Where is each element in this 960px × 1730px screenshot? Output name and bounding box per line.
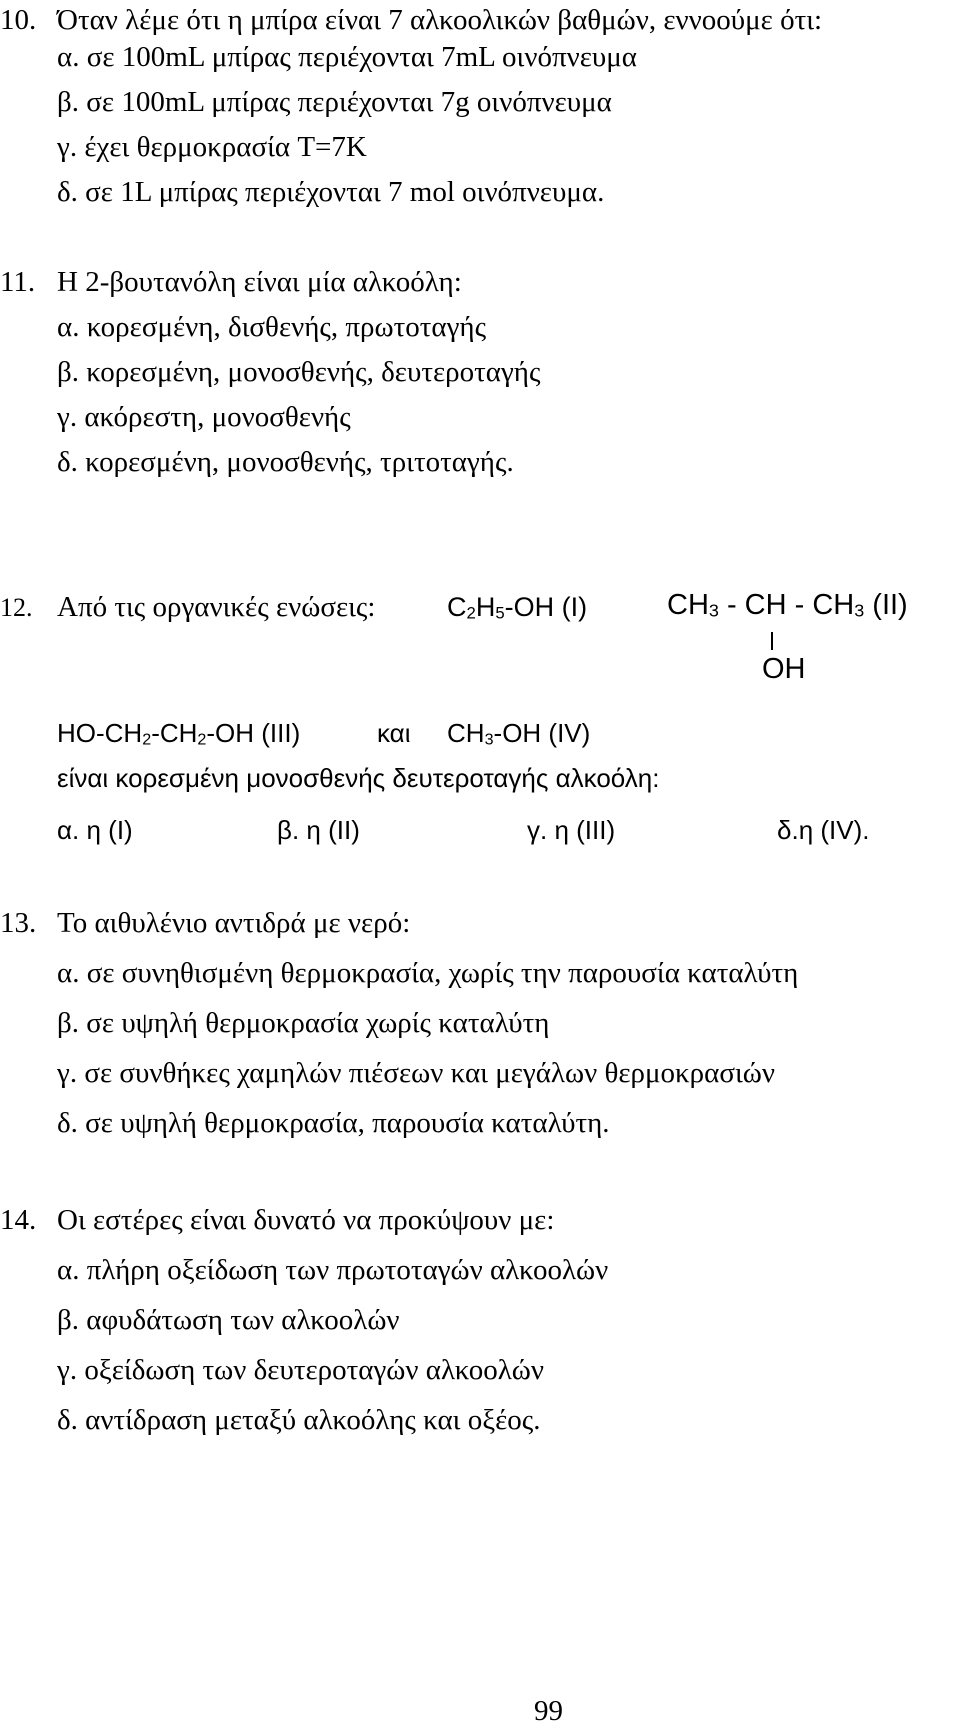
question-stem: Οι εστέρες είναι δυνατό να προκύψουν με:: [57, 1204, 555, 1236]
option-c: γ. έχει θερμοκρασία T=7K: [57, 131, 367, 163]
option-c: γ. οξείδωση των δευτεροταγών αλκοολών: [57, 1354, 544, 1386]
question-number: 14.: [0, 1204, 37, 1236]
option-d: δ. σε 1L μπίρας περιέχονται 7 mol οινόπνευμα.: [57, 176, 605, 208]
question-number: 13.: [0, 907, 37, 939]
compound-i: $C_2H_5-OH$ (I): [447, 592, 588, 623]
question-number: 12.: [0, 593, 33, 622]
compound-iv: $CH_3-OH$ (IV): [447, 718, 591, 749]
option-d: δ. αντίδραση μεταξύ αλκοόλης και οξέος.: [57, 1404, 541, 1436]
question-text: είναι κορεσμένη μονοσθενής δευτεροταγής αλκοόλη:: [57, 763, 660, 793]
option-b: β. κορεσμένη, μονοσθενής, δευτεροταγής: [57, 356, 541, 388]
question-number: 11.: [0, 266, 36, 298]
compound-iii: $HO-CH_2-CH_2-OH$ (III): [57, 718, 301, 749]
option-a: α. πλήρη οξείδωση των πρωτοταγών αλκοολών: [57, 1254, 609, 1286]
connector-text: και: [377, 718, 411, 748]
option-a: α. σε 100mL μπίρας περιέχονται 7mL οινόπνευμα: [57, 41, 637, 73]
option-a: α. σε συνηθισμένη θερμοκρασία, χωρίς την παρουσία καταλύτη: [57, 957, 799, 989]
option-a: α. κορεσμένη, δισθενής, πρωτοταγής: [57, 311, 487, 343]
option-c: γ. η (III): [527, 815, 616, 845]
question-stem: Η 2-βουτανόλη είναι μία αλκοόλη:: [57, 266, 462, 298]
option-c: γ. ακόρεστη, μονοσθενής: [57, 401, 351, 433]
option-a: α. η (I): [57, 815, 133, 845]
option-b: β. αφυδάτωση των αλκοολών: [57, 1304, 400, 1336]
option-d: δ. κορεσμένη, μονοσθενής, τριτοταγής.: [57, 446, 514, 478]
option-d: δ. σε υψηλή θερμοκρασία, παρουσία καταλύτη.: [57, 1107, 610, 1139]
question-stem: Το αιθυλένιο αντιδρά με νερό:: [57, 907, 411, 939]
compound-ii-oh: OH: [762, 653, 806, 685]
bond-line: [771, 632, 773, 650]
option-c: γ. σε συνθήκες χαμηλών πιέσεων και μεγάλων θερμοκρασιών: [57, 1057, 775, 1089]
option-b: β. σε υψηλή θερμοκρασία χωρίς καταλύτη: [57, 1007, 550, 1039]
option-b: β. σε 100mL μπίρας περιέχονται 7g οινόπνευμα: [57, 86, 612, 118]
compound-ii: $CH_3$ - CH - $CH_3$ (II): [667, 589, 908, 621]
question-number: 10.: [0, 4, 37, 36]
question-stem: Όταν λέμε ότι η μπίρα είναι 7 αλκοολικών βαθμών, εννοούμε ότι:: [57, 4, 823, 36]
page-number: 99: [534, 1695, 563, 1727]
option-d: δ.η (IV).: [777, 815, 870, 845]
option-b: β. η (II): [277, 815, 360, 845]
question-stem: Από τις οργανικές ενώσεις:: [57, 591, 376, 623]
